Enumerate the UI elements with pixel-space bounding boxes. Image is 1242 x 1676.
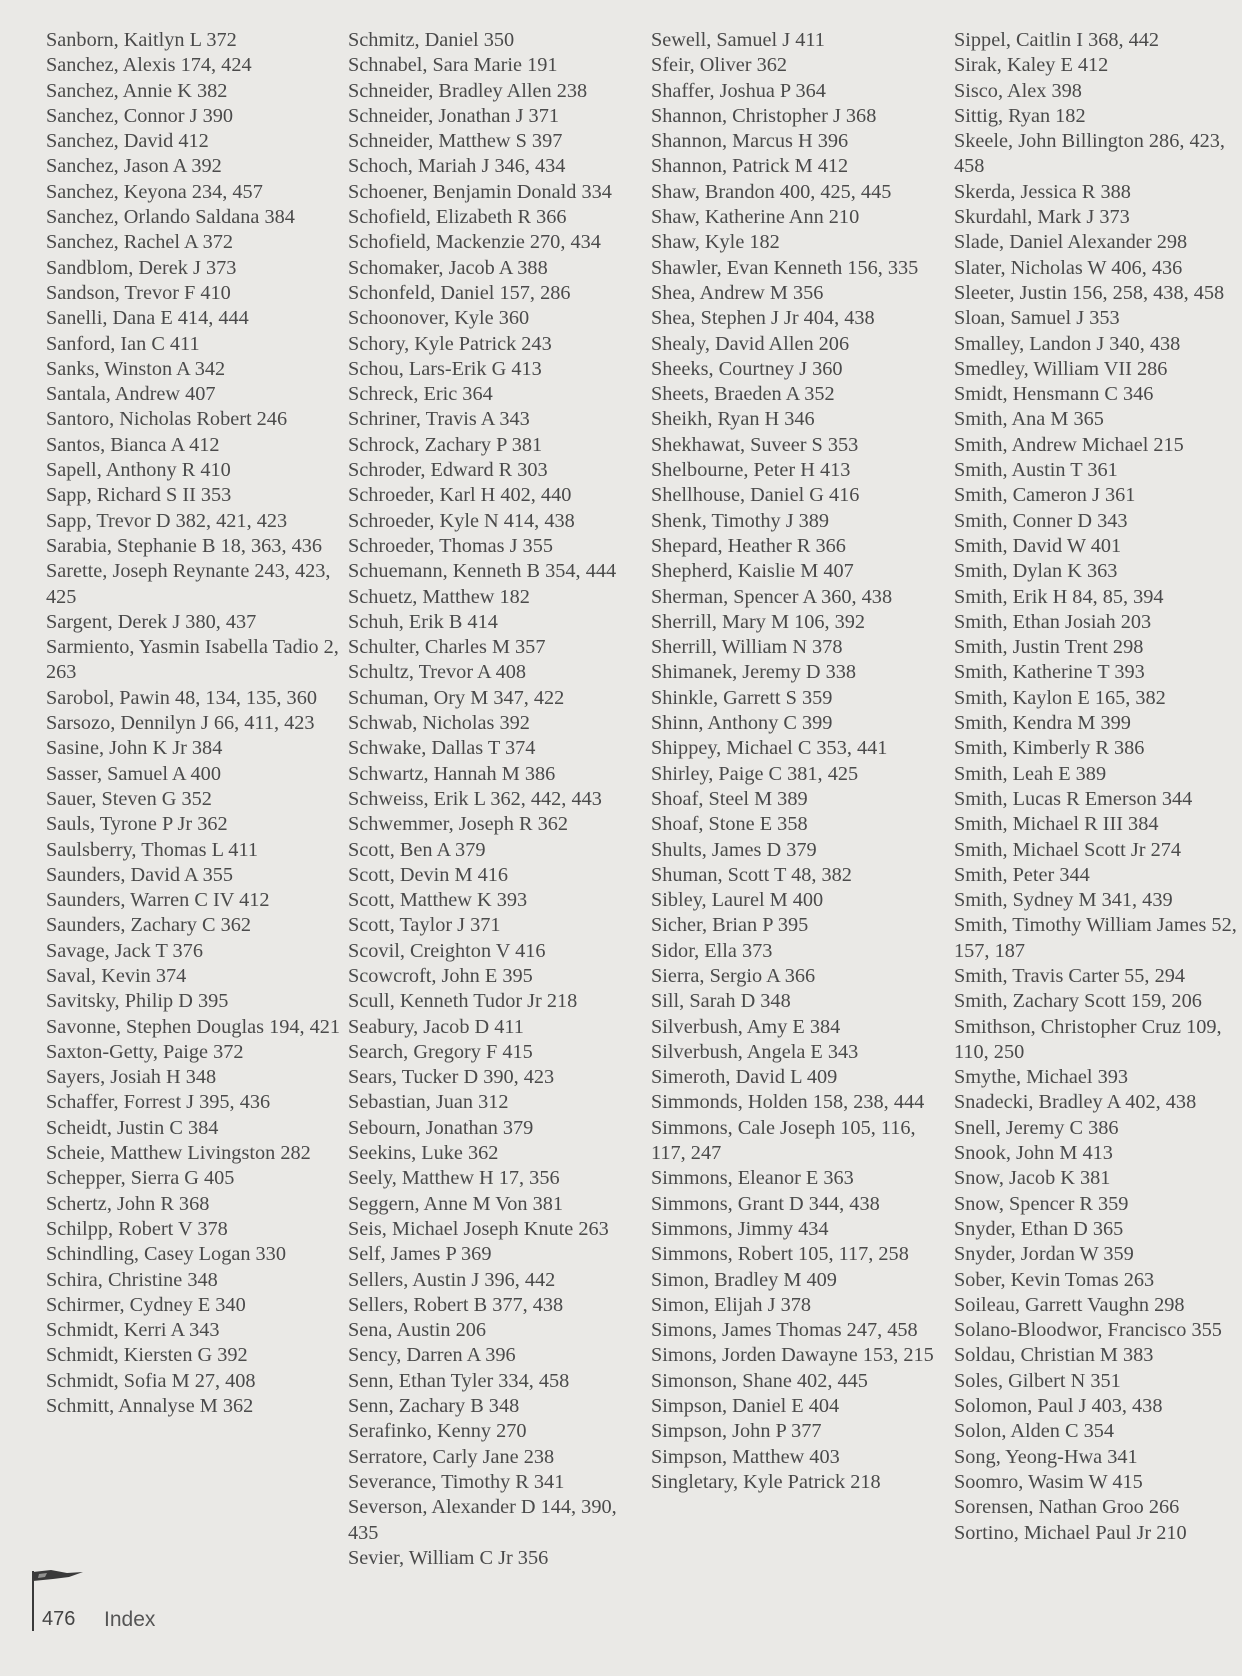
index-entry: Sanford, Ian C 411 [46, 332, 200, 355]
index-entry: Schomaker, Jacob A 388 [348, 256, 548, 279]
index-entry: Schnabel, Sara Marie 191 [348, 54, 558, 77]
index-entry: Smidt, Hensmann C 346 [954, 383, 1154, 406]
index-entry: Smith, Cameron J 361 [954, 484, 1136, 507]
index-entry: Smith, Conner D 343 [954, 509, 1128, 532]
index-entry: Sloan, Samuel J 353 [954, 307, 1120, 330]
index-entry: Sarmiento, Yasmin Isabella Tadio 2, 263 [46, 636, 339, 684]
index-entry: Serratore, Carly Jane 238 [348, 1445, 555, 1468]
index-entry: Simpson, Daniel E 404 [651, 1395, 840, 1418]
index-entry: Sicher, Brian P 395 [651, 914, 809, 937]
index-entry: Scott, Matthew K 393 [348, 889, 528, 912]
index-entry: Senn, Zachary B 348 [348, 1395, 520, 1418]
index-entry: Smith, Peter 344 [954, 863, 1090, 886]
index-entry: Sfeir, Oliver 362 [651, 54, 788, 77]
index-entry: Schirmer, Cydney E 340 [46, 1293, 246, 1316]
index-entry: Search, Gregory F 415 [348, 1040, 533, 1063]
index-entry: Smith, Timothy William James 52, 157, 187 [954, 914, 1237, 962]
index-entry: Shirley, Paige C 381, 425 [651, 762, 859, 785]
index-entry: Saulsberry, Thomas L 411 [46, 838, 258, 861]
index-entry: Serafinko, Kenny 270 [348, 1420, 527, 1443]
index-entry: Sarabia, Stephanie B 18, 363, 436 [46, 534, 323, 557]
index-entry: Schroeder, Karl H 402, 440 [348, 484, 572, 507]
index-entry: Sanchez, Keyona 234, 457 [46, 180, 263, 203]
index-entry: Schriner, Travis A 343 [348, 408, 530, 431]
index-entry: Self, James P 369 [348, 1243, 492, 1266]
index-entry: Saunders, Zachary C 362 [46, 914, 252, 937]
index-entry: Shea, Stephen J Jr 404, 438 [651, 307, 875, 330]
index-entry: Shoaf, Stone E 358 [651, 813, 808, 836]
index-entry: Schira, Christine 348 [46, 1268, 218, 1291]
index-entry: Sandson, Trevor F 410 [46, 281, 231, 304]
index-entry: Schaffer, Forrest J 395, 436 [46, 1091, 271, 1114]
index-entry: Simons, Jorden Dawayne 153, 215 [651, 1344, 934, 1367]
index-entry: Sibley, Laurel M 400 [651, 889, 824, 912]
index-entry: Sherrill, William N 378 [651, 636, 843, 659]
index-entry: Skeele, John Billington 286, 423, 458 [954, 130, 1225, 178]
index-entry: Sleeter, Justin 156, 258, 438, 458 [954, 281, 1225, 304]
index-entry: Soles, Gilbert N 351 [954, 1369, 1121, 1392]
index-entry: Simpson, Matthew 403 [651, 1445, 840, 1468]
index-entry: Slade, Daniel Alexander 298 [954, 231, 1188, 254]
index-entry: Scott, Ben A 379 [348, 838, 486, 861]
index-entry: Soileau, Garrett Vaughn 298 [954, 1293, 1185, 1316]
index-entry: Smith, Justin Trent 298 [954, 636, 1144, 659]
index-entry: Seabury, Jacob D 411 [348, 1015, 524, 1038]
index-entry: Sidor, Ella 373 [651, 939, 773, 962]
index-entry: Seggern, Anne M Von 381 [348, 1192, 564, 1215]
index-entry: Shaw, Katherine Ann 210 [651, 206, 860, 229]
index-column-4 [954, 28, 1242, 1546]
index-entry: Shea, Andrew M 356 [651, 281, 824, 304]
index-entry: Schwake, Dallas T 374 [348, 737, 536, 760]
index-entry: Smedley, William VII 286 [954, 357, 1168, 380]
index-entry: Shannon, Christopher J 368 [651, 104, 877, 127]
index-entry: Scowcroft, John E 395 [348, 964, 533, 987]
index-entry: Schoener, Benjamin Donald 334 [348, 180, 612, 203]
index-entry: Song, Yeong-Hwa 341 [954, 1445, 1138, 1468]
index-entry: Shimanek, Jeremy D 338 [651, 661, 857, 684]
index-entry: Schepper, Sierra G 405 [46, 1167, 235, 1190]
index-entry: Schuman, Ory M 347, 422 [348, 686, 565, 709]
index-entry: Scott, Taylor J 371 [348, 914, 501, 937]
index-entry: Scheie, Matthew Livingston 282 [46, 1142, 311, 1165]
index-entry: Saunders, David A 355 [46, 863, 234, 886]
index-entry: Sayers, Josiah H 348 [46, 1066, 217, 1089]
index-entry: Smith, Michael R III 384 [954, 813, 1159, 836]
index-entry: Shawler, Evan Kenneth 156, 335 [651, 256, 919, 279]
index-entry: Schuemann, Kenneth B 354, 444 [348, 560, 617, 583]
index-entry: Shekhawat, Suveer S 353 [651, 433, 859, 456]
index-entry: Sency, Darren A 396 [348, 1344, 516, 1367]
index-entry: Schofield, Elizabeth R 366 [348, 206, 567, 229]
index-entry: Simmons, Grant D 344, 438 [651, 1192, 880, 1215]
index-entry: Shepard, Heather R 366 [651, 534, 846, 557]
index-entry: Seekins, Luke 362 [348, 1142, 499, 1165]
index-entry: Schroeder, Thomas J 355 [348, 534, 553, 557]
pennant-flag-icon [33, 1569, 85, 1585]
index-entry: Shults, James D 379 [651, 838, 817, 861]
index-entry: Saxton-Getty, Paige 372 [46, 1040, 244, 1063]
index-entry: Seely, Matthew H 17, 356 [348, 1167, 560, 1190]
index-entry: Shinkle, Garrett S 359 [651, 686, 833, 709]
index-entry: Singletary, Kyle Patrick 218 [651, 1470, 881, 1493]
index-entry: Smith, Kaylon E 165, 382 [954, 686, 1166, 709]
index-entry: Schou, Lars-Erik G 413 [348, 357, 542, 380]
index-entry: Schmidt, Sofia M 27, 408 [46, 1369, 256, 1392]
index-entry: Sauls, Tyrone P Jr 362 [46, 813, 228, 836]
index-entry: Scheidt, Justin C 384 [46, 1116, 219, 1139]
index-entry: Schilpp, Robert V 378 [46, 1217, 228, 1240]
section-name: Index [104, 1608, 156, 1631]
index-entry: Sanchez, Jason A 392 [46, 155, 222, 178]
index-entry: Schneider, Bradley Allen 238 [348, 79, 588, 102]
index-entry: Schmitz, Daniel 350 [348, 29, 515, 51]
index-entry: Shuman, Scott T 48, 382 [651, 863, 852, 886]
index-entry: Simeroth, David L 409 [651, 1066, 838, 1089]
index-entry: Sauer, Steven G 352 [46, 787, 212, 810]
index-entry: Scott, Devin M 416 [348, 863, 508, 886]
index-entry: Smith, Katherine T 393 [954, 661, 1145, 684]
index-entry: Schwemmer, Joseph R 362 [348, 813, 569, 836]
index-entry: Sanborn, Kaitlyn L 372 [46, 29, 237, 51]
index-entry: Smith, Zachary Scott 159, 206 [954, 990, 1202, 1013]
index-entry: Sherrill, Mary M 106, 392 [651, 610, 866, 633]
index-entry: Simmonds, Holden 158, 238, 444 [651, 1091, 925, 1114]
index-entry: Schory, Kyle Patrick 243 [348, 332, 552, 355]
index-entry: Schmidt, Kerri A 343 [46, 1319, 220, 1342]
index-entry: Shepherd, Kaislie M 407 [651, 560, 854, 583]
index-entry: Slater, Nicholas W 406, 436 [954, 256, 1183, 279]
index-entry: Schweiss, Erik L 362, 442, 443 [348, 787, 602, 810]
index-entry: Scovil, Creighton V 416 [348, 939, 546, 962]
index-entry: Sebourn, Jonathan 379 [348, 1116, 534, 1139]
index-entry: Sasser, Samuel A 400 [46, 762, 221, 785]
index-entry: Sena, Austin 206 [348, 1319, 487, 1342]
index-entry: Schmitt, Annalyse M 362 [46, 1395, 254, 1418]
index-entry: Smith, Michael Scott Jr 274 [954, 838, 1182, 861]
index-entry: Savonne, Stephen Douglas 194, 421 [46, 1015, 341, 1038]
index-entry: Schmidt, Kiersten G 392 [46, 1344, 248, 1367]
index-entry: Snadecki, Bradley A 402, 438 [954, 1091, 1197, 1114]
index-entry: Schertz, John R 368 [46, 1192, 210, 1215]
index-entry: Smith, Ana M 365 [954, 408, 1104, 431]
index-entry: Shaw, Brandon 400, 425, 445 [651, 180, 892, 203]
index-entry: Snell, Jeremy C 386 [954, 1116, 1119, 1139]
index-entry: Snow, Jacob K 381 [954, 1167, 1111, 1190]
index-entry: Smalley, Landon J 340, 438 [954, 332, 1181, 355]
index-entry: Sapell, Anthony R 410 [46, 459, 231, 482]
index-entry: Schulter, Charles M 357 [348, 636, 546, 659]
index-entry: Solano-Bloodwor, Francisco 355 [954, 1319, 1222, 1342]
index-entry: Simmons, Jimmy 434 [651, 1217, 829, 1240]
index-entry: Shelbourne, Peter H 413 [651, 459, 851, 482]
index-entry: Simon, Elijah J 378 [651, 1293, 812, 1316]
index-entry: Smith, Austin T 361 [954, 459, 1118, 482]
index-entry: Shinn, Anthony C 399 [651, 712, 833, 735]
index-entry: Santoro, Nicholas Robert 246 [46, 408, 288, 431]
index-column-2 [348, 28, 648, 1571]
index-entry: Smithson, Christopher Cruz 109, 110, 250 [954, 1015, 1222, 1063]
index-entry: Sarsozo, Dennilyn J 66, 411, 423 [46, 712, 315, 735]
index-entry: Schindling, Casey Logan 330 [46, 1243, 286, 1266]
index-entry: Sanchez, Rachel A 372 [46, 231, 233, 254]
index-entry: Santos, Bianca A 412 [46, 433, 220, 456]
index-entry: Solon, Alden C 354 [954, 1420, 1115, 1443]
index-entry: Sears, Tucker D 390, 423 [348, 1066, 555, 1089]
index-entry: Soldau, Christian M 383 [954, 1344, 1154, 1367]
index-entry: Senn, Ethan Tyler 334, 458 [348, 1369, 570, 1392]
index-entry: Seis, Michael Joseph Knute 263 [348, 1217, 609, 1240]
index-column-1 [46, 28, 346, 1419]
index-entry: Sandblom, Derek J 373 [46, 256, 237, 279]
index-entry: Smith, Sydney M 341, 439 [954, 889, 1173, 912]
index-entry: Schoonover, Kyle 360 [348, 307, 530, 330]
index-entry: Sober, Kevin Tomas 263 [954, 1268, 1155, 1291]
index-entry: Simmons, Cale Joseph 105, 116, 117, 247 [651, 1116, 916, 1165]
index-entry: Smith, Travis Carter 55, 294 [954, 964, 1185, 987]
index-entry: Solomon, Paul J 403, 438 [954, 1395, 1163, 1418]
index-entry: Schroder, Edward R 303 [348, 459, 548, 482]
index-entry: Sapp, Richard S II 353 [46, 484, 232, 507]
index-entry: Schreck, Eric 364 [348, 383, 493, 406]
index-entry: Schrock, Zachary P 381 [348, 433, 543, 456]
index-entry: Shannon, Patrick M 412 [651, 155, 849, 178]
index-entry: Shellhouse, Daniel G 416 [651, 484, 860, 507]
index-entry: Schwartz, Hannah M 386 [348, 762, 556, 785]
index-entry: Santala, Andrew 407 [46, 383, 216, 406]
index-entry: Silverbush, Angela E 343 [651, 1040, 859, 1063]
index-entry: Schuetz, Matthew 182 [348, 585, 530, 608]
index-entry: Smith, Leah E 389 [954, 762, 1107, 785]
index-entry: Shealy, David Allen 206 [651, 332, 850, 355]
index-entry: Schultz, Trevor A 408 [348, 661, 527, 684]
index-entry: Sierra, Sergio A 366 [651, 964, 816, 987]
index-entry: Silverbush, Amy E 384 [651, 1015, 841, 1038]
index-entry: Sherman, Spencer A 360, 438 [651, 585, 893, 608]
index-entry: Sasine, John K Jr 384 [46, 737, 223, 760]
index-entry: Simmons, Eleanor E 363 [651, 1167, 854, 1190]
index-entry: Sarette, Joseph Reynante 243, 423, 425 [46, 560, 331, 608]
index-entry: Saunders, Warren C IV 412 [46, 889, 270, 912]
index-entry: Smith, Lucas R Emerson 344 [954, 787, 1193, 810]
index-entry: Simmons, Robert 105, 117, 258 [651, 1243, 909, 1266]
index-entry: Smith, Dylan K 363 [954, 560, 1118, 583]
index-entry: Schroeder, Kyle N 414, 438 [348, 509, 575, 532]
index-entry: Smythe, Michael 393 [954, 1066, 1129, 1089]
index-entry: Soomro, Wasim W 415 [954, 1470, 1143, 1493]
index-entry: Skerda, Jessica R 388 [954, 180, 1131, 203]
index-entry: Schneider, Jonathan J 371 [348, 104, 559, 127]
index-entry: Sanchez, Alexis 174, 424 [46, 54, 252, 77]
index-entry: Shaw, Kyle 182 [651, 231, 780, 254]
page-folio [30, 1565, 170, 1631]
index-entry: Schonfeld, Daniel 157, 286 [348, 281, 571, 304]
index-column-3 [651, 28, 951, 1495]
index-entry: Severson, Alexander D 144, 390, 435 [348, 1496, 617, 1544]
index-entry: Smith, Ethan Josiah 203 [954, 610, 1152, 633]
index-entry: Sarobol, Pawin 48, 134, 135, 360 [46, 686, 317, 709]
index-entry: Skurdahl, Mark J 373 [954, 206, 1130, 229]
index-entry: Sanchez, Annie K 382 [46, 79, 228, 102]
index-entry: Shaffer, Joshua P 364 [651, 79, 826, 102]
index-entry: Sewell, Samuel J 411 [651, 29, 825, 51]
index-entry: Simons, James Thomas 247, 458 [651, 1319, 918, 1342]
index-entry: Smith, David W 401 [954, 534, 1122, 557]
index-entry: Sanks, Winston A 342 [46, 357, 226, 380]
index-entry: Sanchez, Orlando Saldana 384 [46, 206, 295, 229]
index-entry: Schneider, Matthew S 397 [348, 130, 563, 153]
index-entry: Snyder, Jordan W 359 [954, 1243, 1134, 1266]
index-entry: Smith, Erik H 84, 85, 394 [954, 585, 1164, 608]
index-entry: Sanelli, Dana E 414, 444 [46, 307, 249, 330]
index-entry: Severance, Timothy R 341 [348, 1470, 565, 1493]
index-entry: Savage, Jack T 376 [46, 939, 203, 962]
index-entry: Schuh, Erik B 414 [348, 610, 498, 633]
index-entry: Sisco, Alex 398 [954, 79, 1082, 102]
index-entry: Sortino, Michael Paul Jr 210 [954, 1521, 1187, 1544]
index-entry: Sanchez, David 412 [46, 130, 209, 153]
index-entry: Sevier, William C Jr 356 [348, 1546, 549, 1569]
index-entry: Sill, Sarah D 348 [651, 990, 791, 1013]
index-entry: Saval, Kevin 374 [46, 964, 187, 987]
index-entry: Sapp, Trevor D 382, 421, 423 [46, 509, 288, 532]
index-entry: Sargent, Derek J 380, 437 [46, 610, 257, 633]
index-entry: Smith, Kendra M 399 [954, 712, 1131, 735]
index-entry: Sheeks, Courtney J 360 [651, 357, 843, 380]
index-entry: Shenk, Timothy J 389 [651, 509, 830, 532]
index-entry: Sorensen, Nathan Groo 266 [954, 1496, 1180, 1519]
index-entry: Simonson, Shane 402, 445 [651, 1369, 868, 1392]
index-entry: Scull, Kenneth Tudor Jr 218 [348, 990, 578, 1013]
index-entry: Smith, Kimberly R 386 [954, 737, 1145, 760]
index-entry: Shannon, Marcus H 396 [651, 130, 849, 153]
index-entry: Sheikh, Ryan H 346 [651, 408, 815, 431]
page-number: 476 [42, 1608, 76, 1630]
index-entry: Sanchez, Connor J 390 [46, 104, 234, 127]
index-entry: Snook, John M 413 [954, 1142, 1113, 1165]
index-entry: Snyder, Ethan D 365 [954, 1217, 1124, 1240]
index-entry: Simon, Bradley M 409 [651, 1268, 837, 1291]
index-entry: Sippel, Caitlin I 368, 442 [954, 29, 1160, 51]
index-entry: Savitsky, Philip D 395 [46, 990, 229, 1013]
index-entry: Shoaf, Steel M 389 [651, 787, 808, 810]
index-entry: Sebastian, Juan 312 [348, 1091, 509, 1114]
index-entry: Sheets, Braeden A 352 [651, 383, 835, 406]
index-entry: Simpson, John P 377 [651, 1420, 822, 1443]
index-entry: Schoch, Mariah J 346, 434 [348, 155, 566, 178]
index-entry: Sellers, Austin J 396, 442 [348, 1268, 556, 1291]
index-entry: Sirak, Kaley E 412 [954, 54, 1109, 77]
index-entry: Schwab, Nicholas 392 [348, 712, 530, 735]
index-entry: Snow, Spencer R 359 [954, 1192, 1129, 1215]
index-entry: Sellers, Robert B 377, 438 [348, 1293, 564, 1316]
index-entry: Smith, Andrew Michael 215 [954, 433, 1184, 456]
index-entry: Schofield, Mackenzie 270, 434 [348, 231, 601, 254]
index-entry: Sittig, Ryan 182 [954, 104, 1086, 127]
index-entry: Shippey, Michael C 353, 441 [651, 737, 888, 760]
